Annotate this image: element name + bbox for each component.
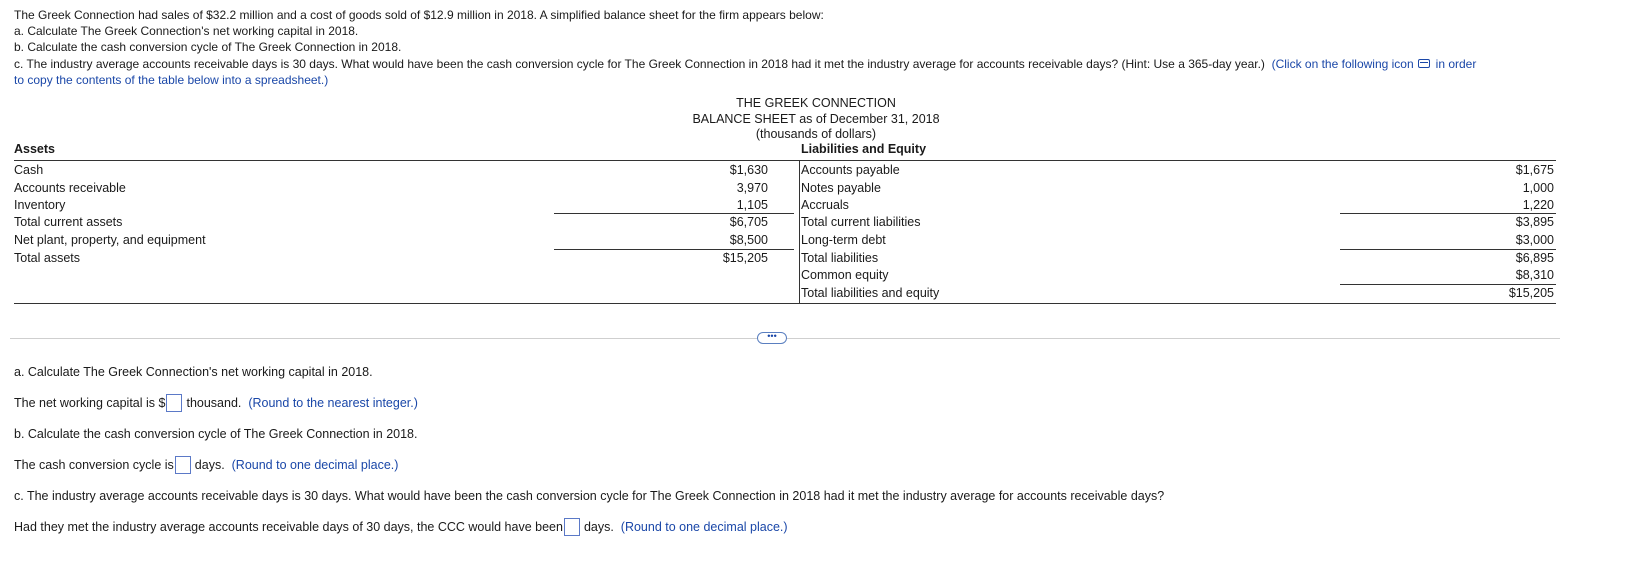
asset-value: $1,630 bbox=[729, 163, 768, 177]
problem-part-c-text: c. The industry average accounts receivable days is 30 days. What would have been the cash conversion cycle for The Greek Connection in 2018 had it met the industry average for accounts receivable days? (Hint: Use a 365-day year.) bbox=[14, 56, 1265, 71]
balance-sheet-title bbox=[600, 96, 1032, 143]
company-name: THE GREEK CONNECTION bbox=[736, 96, 896, 110]
asset-value: $15,205 bbox=[722, 251, 768, 265]
asset-value: 3,970 bbox=[736, 181, 768, 195]
liability-value: $3,895 bbox=[1515, 215, 1554, 229]
answer-b-hint: (Round to one decimal place.) bbox=[231, 458, 399, 472]
liability-label: Common equity bbox=[801, 268, 889, 282]
copy-text-post: in order bbox=[1435, 56, 1477, 71]
asset-label: Accounts receivable bbox=[14, 181, 126, 195]
liability-label: Notes payable bbox=[801, 181, 881, 195]
answer-b-row bbox=[14, 455, 398, 475]
net-working-capital-input[interactable] bbox=[166, 394, 182, 412]
adjusted-ccc-input[interactable] bbox=[564, 518, 580, 536]
answer-a-row bbox=[14, 393, 418, 413]
asset-value: $6,705 bbox=[729, 215, 768, 229]
asset-label: Total assets bbox=[14, 251, 81, 265]
liability-value: $8,310 bbox=[1515, 268, 1554, 282]
liability-value: 1,000 bbox=[1522, 181, 1554, 195]
answer-c-question: c. The industry average accounts receivable days is 30 days. What would have been the cash conversion cycle for The Greek Connection in 2018 had it met the industry average for accounts receivable days? bbox=[14, 489, 1165, 503]
liability-value: $15,205 bbox=[1508, 286, 1554, 300]
problem-statement bbox=[14, 7, 1614, 88]
problem-intro: The Greek Connection had sales of $32.2 million and a cost of goods sold of $12.9 million in 2018. A simplified balance sheet for the firm appears below: bbox=[14, 8, 824, 22]
liability-label: Long-term debt bbox=[801, 233, 886, 247]
answer-a-post: thousand. bbox=[186, 396, 242, 410]
asset-value: $8,500 bbox=[729, 233, 768, 247]
answer-a-pre: The net working capital is $ bbox=[14, 396, 166, 410]
answer-b-question: b. Calculate the cash conversion cycle of The Greek Connection in 2018. bbox=[14, 427, 418, 441]
liability-value: 1,220 bbox=[1522, 198, 1554, 212]
liability-label: Total current liabilities bbox=[801, 215, 921, 229]
answer-a-hint: (Round to the nearest integer.) bbox=[248, 396, 418, 410]
answer-c-hint: (Round to one decimal place.) bbox=[620, 520, 788, 534]
cash-conversion-cycle-input[interactable] bbox=[175, 456, 191, 474]
copy-to-spreadsheet-icon[interactable] bbox=[1418, 59, 1430, 68]
problem-part-b: b. Calculate the cash conversion cycle of The Greek Connection in 2018. bbox=[14, 40, 402, 55]
sheet-units: (thousands of dollars) bbox=[755, 127, 877, 141]
answer-b-post: days. bbox=[194, 458, 225, 472]
asset-label: Net plant, property, and equipment bbox=[14, 233, 206, 247]
column-divider bbox=[799, 160, 800, 303]
answer-b-pre: The cash conversion cycle is bbox=[14, 458, 174, 472]
table-bottom-rule bbox=[14, 303, 1556, 304]
liability-value: $3,000 bbox=[1515, 233, 1554, 247]
asset-label: Total current assets bbox=[14, 215, 123, 229]
asset-label: Cash bbox=[14, 163, 44, 177]
answer-c-row bbox=[14, 517, 788, 537]
assets-header: Assets bbox=[14, 142, 55, 156]
asset-value: 1,105 bbox=[736, 198, 768, 212]
copy-text-pre: (Click on the following icon bbox=[1271, 56, 1414, 71]
liability-label: Accounts payable bbox=[801, 163, 900, 177]
liabilities-header: Liabilities and Equity bbox=[801, 142, 927, 156]
copy-instructions-line2: to copy the contents of the table below into a spreadsheet.) bbox=[14, 72, 329, 87]
answer-c-post: days. bbox=[583, 520, 614, 534]
liability-label: Accruals bbox=[801, 198, 849, 212]
sheet-heading: BALANCE SHEET as of December 31, 2018 bbox=[692, 111, 940, 126]
liability-value: $6,895 bbox=[1515, 251, 1554, 265]
expand-more-button[interactable]: ••• bbox=[757, 332, 787, 344]
liability-label: Total liabilities bbox=[801, 251, 879, 265]
answer-c-pre: Had they met the industry average accounts receivable days of 30 days, the CCC would have been bbox=[14, 520, 563, 534]
asset-label: Inventory bbox=[14, 198, 66, 212]
problem-part-c bbox=[14, 56, 1614, 72]
problem-part-a: a. Calculate The Greek Connection's net working capital in 2018. bbox=[14, 24, 359, 39]
liability-label: Total liabilities and equity bbox=[801, 286, 940, 300]
answer-a-question: a. Calculate The Greek Connection's net working capital in 2018. bbox=[14, 365, 373, 379]
liability-value: $1,675 bbox=[1515, 163, 1554, 177]
copy-instructions bbox=[1272, 57, 1477, 71]
